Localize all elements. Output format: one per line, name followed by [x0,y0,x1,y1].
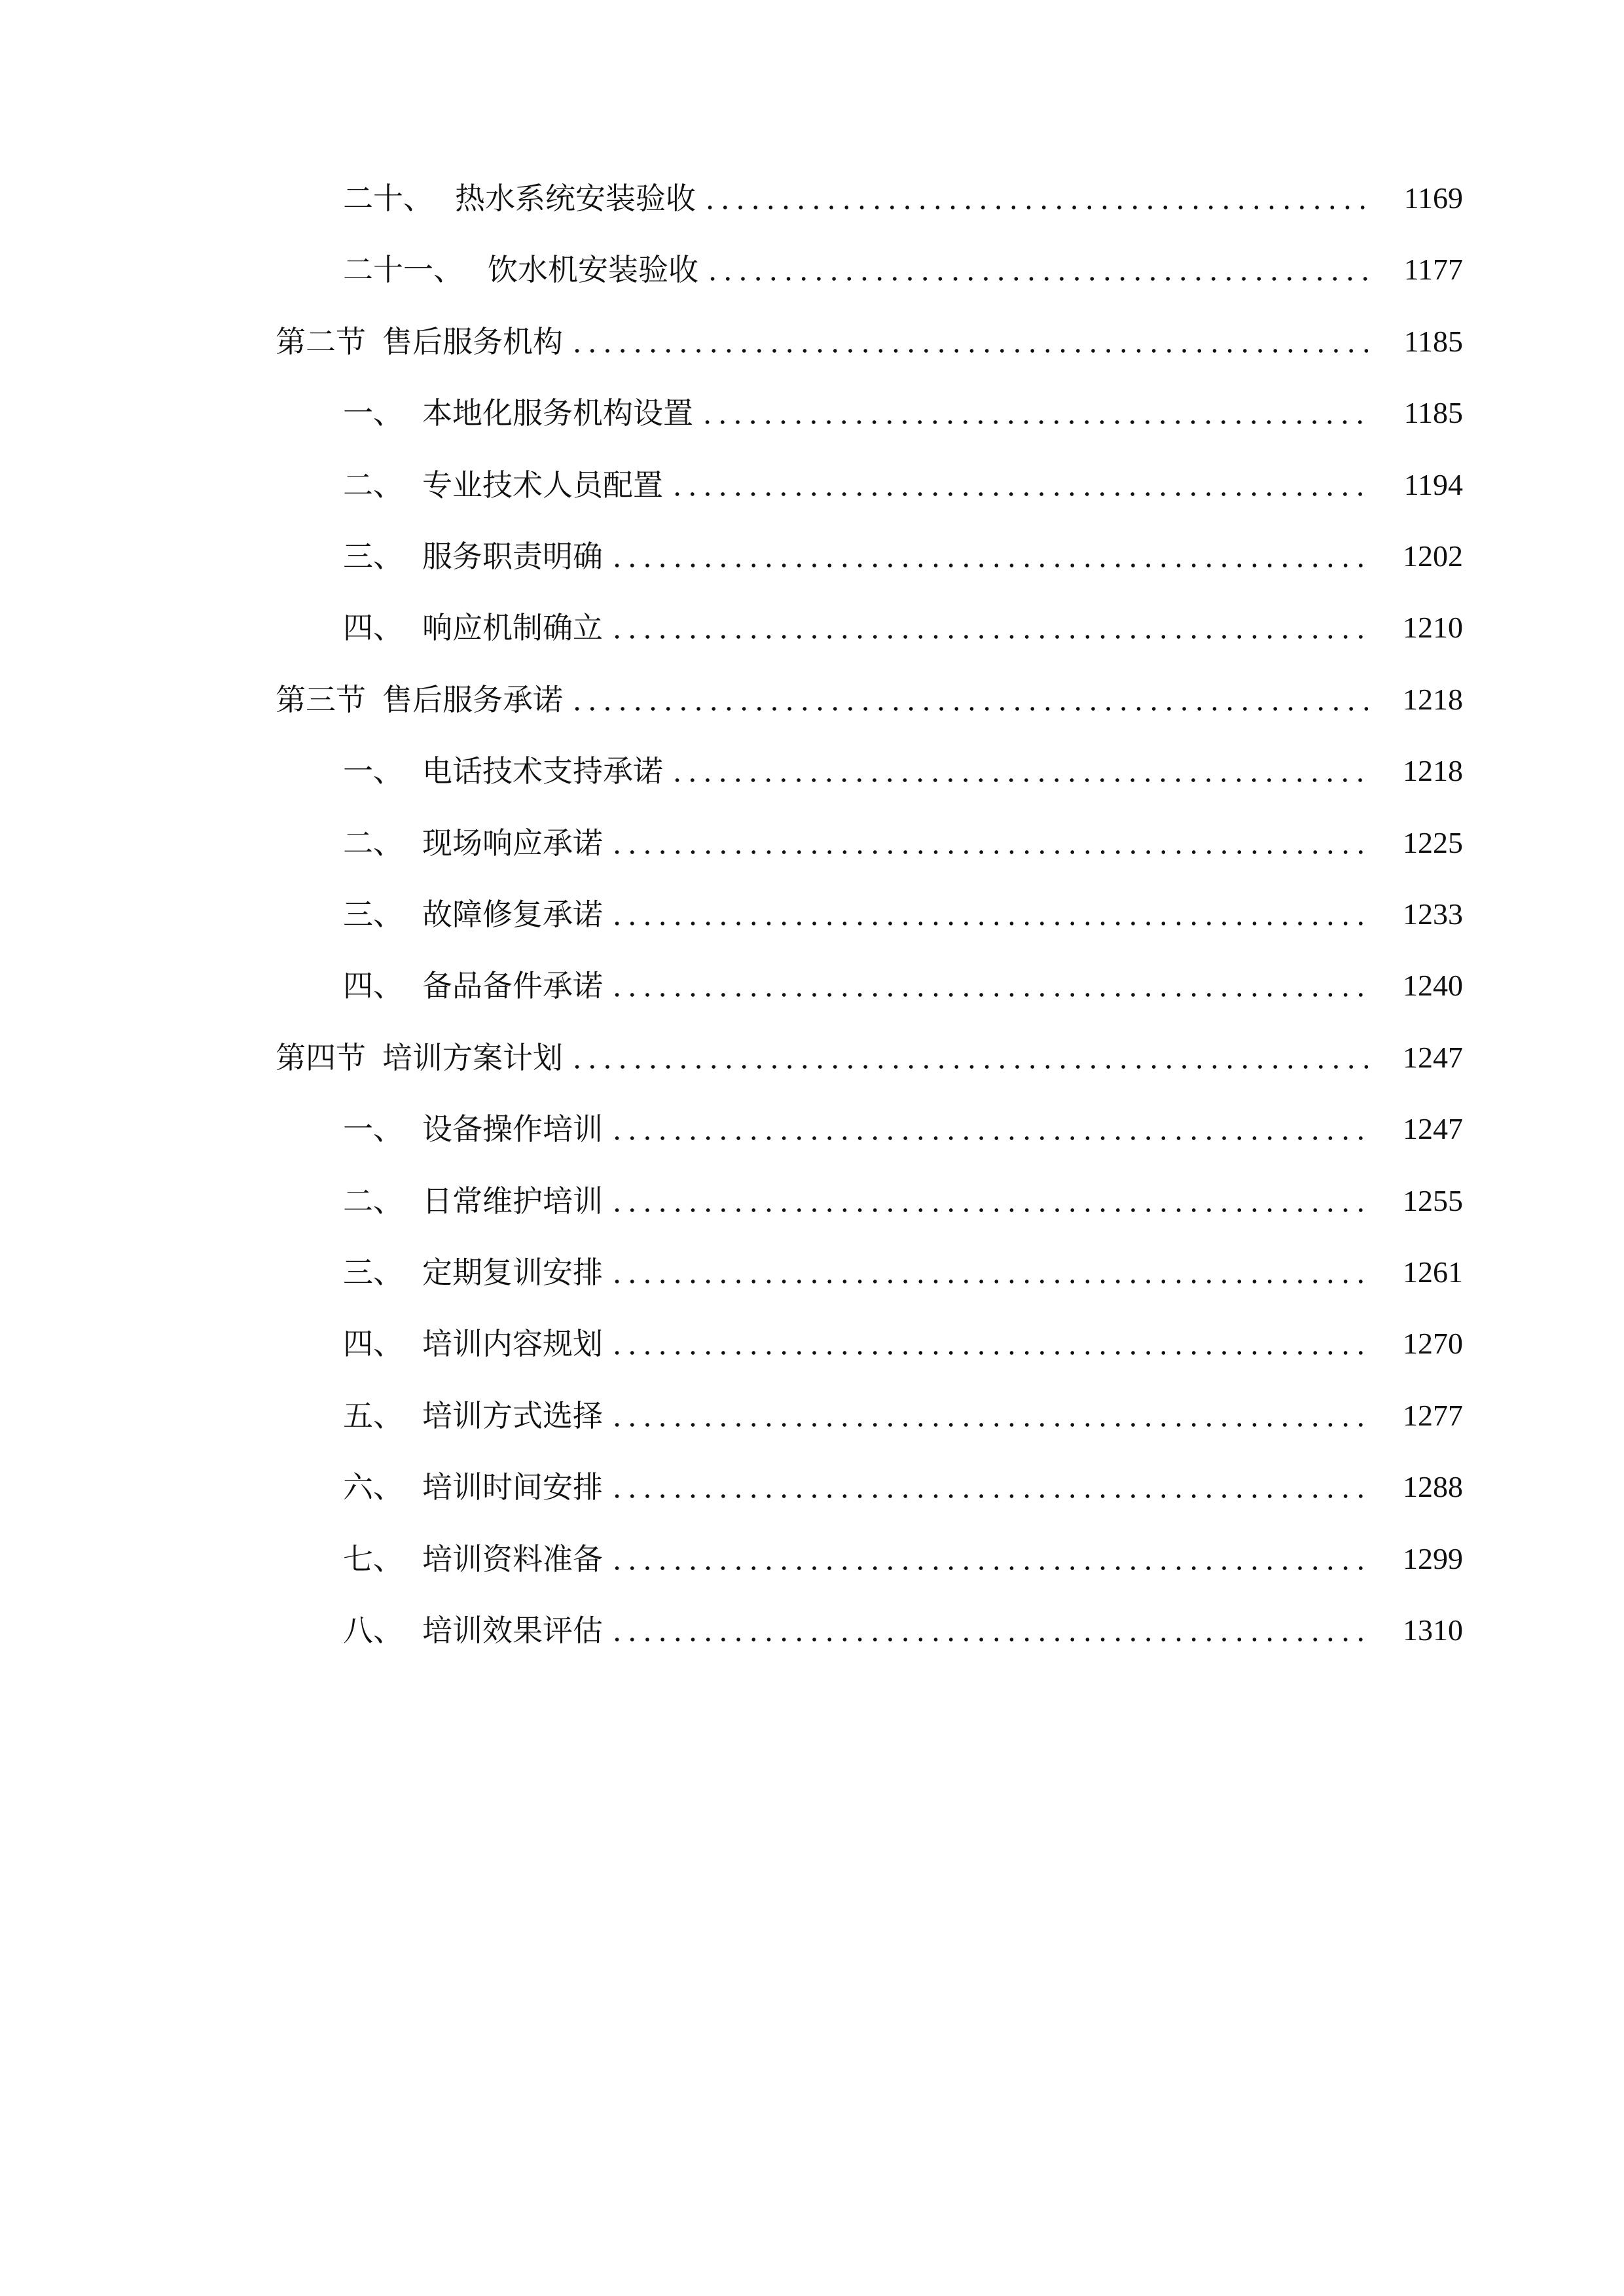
toc-entry-page-number: 1177 [1403,253,1463,286]
toc-entry-title: 培训方案计划 [382,1040,563,1075]
toc-subsection-entry[interactable] [0,179,1463,218]
toc-subsection-entry[interactable] [0,608,1463,647]
toc-entry-title: 专业技术人员配置 [422,467,663,503]
dot-leader [702,179,1369,218]
dot-leader [569,1038,1369,1077]
toc-entry-number: 三、 [343,1255,403,1290]
toc-subsection-entry[interactable] [0,1253,1463,1292]
toc-entry-number: 八、 [343,1613,403,1648]
toc-subsection-entry[interactable] [0,1109,1463,1149]
toc-entry-title: 售后服务承诺 [382,682,563,717]
toc-entry-title: 故障修复承诺 [422,897,603,932]
toc-subsection-entry[interactable] [0,1539,1463,1579]
toc-entry-number: 三、 [343,897,403,932]
toc-entry-page-number: 1247 [1403,1041,1463,1074]
toc-entry-title: 设备操作培训 [422,1111,603,1147]
toc-entry-number: 七、 [343,1541,403,1577]
toc-entry-number: 一、 [343,395,403,431]
toc-entry-number: 二、 [343,825,403,861]
toc-entry-number: 五、 [343,1398,403,1433]
toc-entry-page-number: 1218 [1403,683,1463,716]
toc-entry-page-number: 1261 [1403,1255,1463,1289]
toc-subsection-entry[interactable] [0,1324,1463,1363]
dot-leader [609,537,1369,576]
toc-entry-number: 第三节 [276,682,366,717]
toc-subsection-entry[interactable] [0,1181,1463,1221]
toc-entry-number: 第四节 [276,1040,366,1075]
toc-entry-title: 热水系统安装验收 [455,181,696,216]
toc-entry-number: 第二节 [276,324,366,359]
toc-entry-title: 培训内容规划 [422,1326,603,1361]
toc-entry-title: 服务职责明确 [422,539,603,574]
toc-entry-title: 售后服务机构 [382,324,563,359]
toc-entry-page-number: 1310 [1403,1613,1463,1647]
toc-entry-page-number: 1240 [1403,969,1463,1002]
dot-leader [705,250,1369,289]
dot-leader [670,751,1369,791]
toc-entry-page-number: 1202 [1403,539,1463,573]
toc-subsection-entry[interactable] [0,751,1463,791]
dot-leader [609,1324,1369,1363]
toc-entry-page-number: 1288 [1403,1470,1463,1503]
toc-subsection-entry[interactable] [0,537,1463,576]
toc-entry-number: 二、 [343,467,403,503]
dot-leader [609,1467,1369,1507]
toc-entry-page-number: 1225 [1403,826,1463,859]
dot-leader [569,322,1369,361]
toc-entry-title: 响应机制确立 [422,610,603,645]
dot-leader [609,608,1369,647]
toc-entry-page-number: 1210 [1403,611,1463,644]
dot-leader [609,895,1369,934]
dot-leader [569,680,1369,719]
toc-subsection-entry[interactable] [0,250,1463,289]
toc-entry-number: 一、 [343,753,403,789]
toc-entry-number: 四、 [343,968,403,1003]
toc-entry-title: 日常维护培训 [422,1183,603,1219]
dot-leader [609,1396,1369,1435]
toc-entry-title: 电话技术支持承诺 [422,753,663,789]
toc-section-entry[interactable] [0,322,1463,361]
toc-subsection-entry[interactable] [0,465,1463,505]
toc-entry-number: 二十、 [343,181,433,216]
toc-entry-page-number: 1194 [1403,468,1463,501]
toc-subsection-entry[interactable] [0,393,1463,433]
toc-entry-page-number: 1299 [1403,1542,1463,1575]
dot-leader [700,393,1369,433]
toc-entry-title: 培训时间安排 [422,1469,603,1505]
toc-entry-page-number: 1277 [1403,1399,1463,1432]
toc-entry-page-number: 1247 [1403,1112,1463,1145]
toc-subsection-entry[interactable] [0,823,1463,863]
toc-entry-number: 一、 [343,1111,403,1147]
toc-entry-page-number: 1270 [1403,1327,1463,1360]
dot-leader [609,1253,1369,1292]
toc-entry-page-number: 1169 [1403,181,1463,215]
toc-entry-title: 现场响应承诺 [422,825,603,861]
dot-leader [609,1109,1369,1149]
toc-entry-number: 二、 [343,1183,403,1219]
toc-section-entry[interactable] [0,680,1463,719]
toc-subsection-entry[interactable] [0,895,1463,934]
toc-subsection-entry[interactable] [0,966,1463,1005]
toc-entry-page-number: 1233 [1403,897,1463,931]
dot-leader [609,1539,1369,1579]
toc-subsection-entry[interactable] [0,1396,1463,1435]
toc-entry-title: 饮水机安装验收 [488,252,698,287]
toc-entry-title: 培训效果评估 [422,1613,603,1648]
dot-leader [609,1611,1369,1650]
dot-leader [609,1181,1369,1221]
toc-entry-page-number: 1218 [1403,754,1463,787]
toc-entry-title: 本地化服务机构设置 [422,395,693,431]
toc-entry-title: 备品备件承诺 [422,968,603,1003]
toc-entry-number: 四、 [343,1326,403,1361]
toc-entry-number: 六、 [343,1469,403,1505]
toc-subsection-entry[interactable] [0,1467,1463,1507]
dot-leader [609,966,1369,1005]
toc-subsection-entry[interactable] [0,1611,1463,1650]
toc-entry-page-number: 1185 [1403,325,1463,358]
toc-section-entry[interactable] [0,1038,1463,1077]
toc-entry-number: 三、 [343,539,403,574]
toc-entry-number: 二十一、 [343,252,463,287]
toc-entry-page-number: 1185 [1403,396,1463,429]
toc-entry-title: 培训资料准备 [422,1541,603,1577]
dot-leader [670,465,1369,505]
toc-entry-number: 四、 [343,610,403,645]
toc-entry-title: 培训方式选择 [422,1398,603,1433]
toc-entry-page-number: 1255 [1403,1184,1463,1217]
toc-entry-title: 定期复训安排 [422,1255,603,1290]
dot-leader [609,823,1369,863]
